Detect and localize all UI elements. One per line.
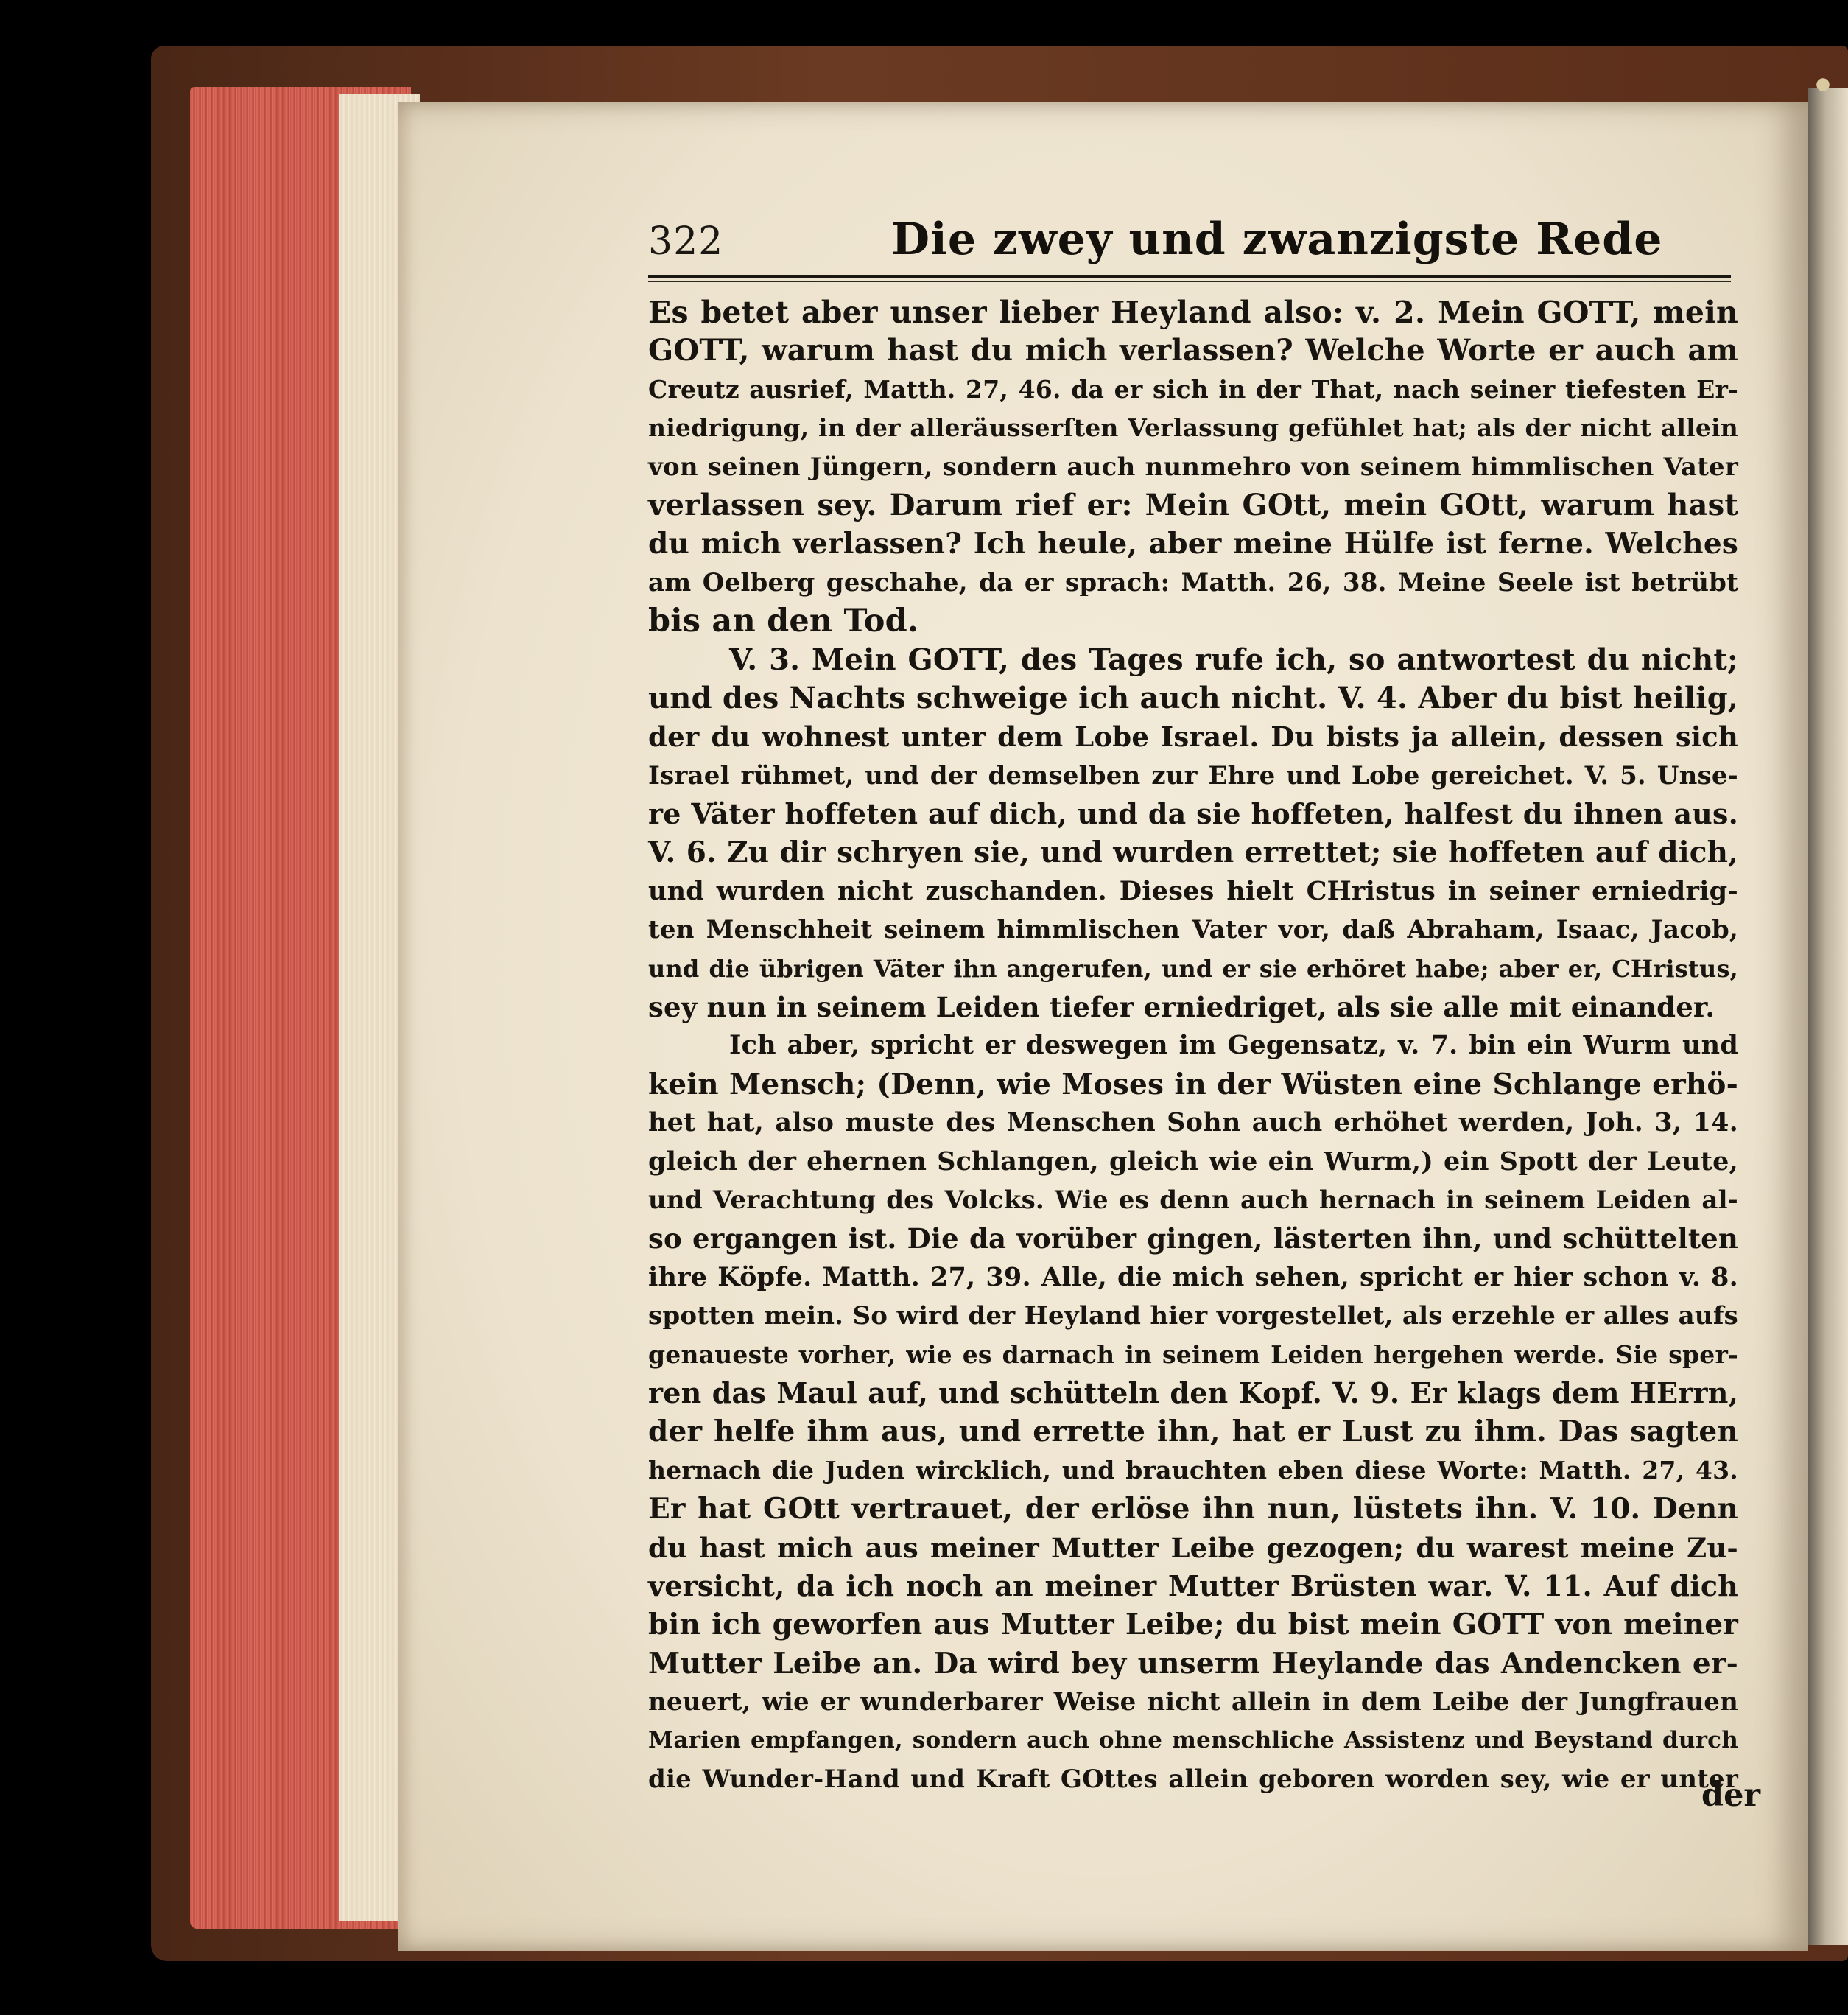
text-line: von seinen Jüngern, sondern auch nunmehro von seinem himmlischen Vater	[648, 452, 1738, 482]
text-line: du mich verlassen? Ich heule, aber meine Hülfe ist ferne. Welches	[648, 527, 1738, 561]
text-line: du hast mich aus meiner Mutter Leibe gezogen; du warest meine Zu-	[648, 1531, 1738, 1564]
text-line: V. 3. Mein GOTT, des Tages rufe ich, so antwortest du nicht;	[729, 642, 1738, 677]
text-line: V. 6. Zu dir schryen sie, und wurden errettet; sie hoffeten auf dich,	[648, 835, 1738, 870]
text-line: und des Nachts schweige ich auch nicht. V. 4. Aber du bist heilig,	[648, 680, 1738, 715]
text-line: neuert, wie er wunderbarer Weise nicht allein in dem Leibe der Jungfrauen	[648, 1687, 1738, 1717]
text-line: bis an den Tod.	[648, 603, 919, 640]
text-line: re Väter hoffeten auf dich, und da sie hoffeten, halfest du ihnen aus.	[648, 797, 1738, 831]
text-line: Mutter Leibe an. Da wird bey unserm Heylande das Andencken er-	[648, 1646, 1738, 1681]
text-line: kein Mensch; (Denn, wie Moses in der Wüsten eine Schlange erhö-	[648, 1067, 1738, 1101]
body-text	[648, 293, 1738, 1798]
text-line: und Verachtung des Volcks. Wie es denn auch hernach in seinem Leiden al-	[648, 1185, 1738, 1215]
text-line: und die übrigen Väter ihn angerufen, und er sie erhöret habe; aber er, CHristus,	[648, 954, 1738, 983]
binding-thread	[1808, 70, 1838, 99]
text-line: am Oelberg geschahe, da er sprach: Matth. 26, 38. Meine Seele ist betrübt	[648, 567, 1738, 598]
page-header	[648, 214, 1746, 273]
facing-page-edge	[1808, 88, 1848, 1945]
text-line: so ergangen ist. Die da vorüber gingen, lästerten ihn, und schüttelten	[648, 1222, 1738, 1255]
running-title: Die zwey und zwanzigste Rede	[891, 214, 1663, 265]
header-rule	[648, 275, 1731, 278]
text-line: ren das Maul auf, und schütteln den Kopf. V. 9. Er klags dem HErrn,	[648, 1376, 1738, 1409]
text-line: verlassen sey. Darum rief er: Mein GOtt, mein GOtt, warum hast	[648, 487, 1738, 522]
text-line: genaueste vorher, wie es darnach in seinem Leiden hergehen werde. Sie sper-	[648, 1339, 1738, 1369]
text-line: der helfe ihm aus, und errette ihn, hat er Lust zu ihm. Das sagten	[648, 1415, 1738, 1449]
text-line: versicht, da ich noch an meiner Mutter Brüsten war. V. 11. Auf dich	[648, 1569, 1738, 1602]
text-line: hernach die Juden wircklich, und brauchten eben diese Worte: Matth. 27, 43.	[648, 1455, 1738, 1485]
text-line: het hat, also muste des Menschen Sohn auch erhöhet werden, Joh. 3, 14.	[648, 1107, 1738, 1138]
text-line: GOTT, warum hast du mich verlassen? Welche Worte er auch am	[648, 333, 1738, 368]
text-line: Creutz ausrief, Matth. 27, 46. da er sich in der That, nach seiner tiefesten Er-	[648, 374, 1738, 404]
page-number: 322	[648, 220, 724, 264]
text-line: bin ich geworfen aus Mutter Leibe; du bist mein GOTT von meiner	[648, 1608, 1738, 1642]
text-line: Marien empfangen, sondern auch ohne menschliche Assistenz und Beystand durch	[648, 1727, 1738, 1754]
text-line: ihre Köpfe. Matth. 27, 39. Alle, die mich sehen, spricht er hier schon v. 8.	[648, 1261, 1738, 1292]
text-line: und wurden nicht zuschanden. Dieses hielt CHristus in seiner erniedrig-	[648, 875, 1738, 906]
text-line: sey nun in seinem Leiden tiefer erniedriget, als sie alle mit einander.	[648, 991, 1715, 1024]
text-line: gleich der ehernen Schlangen, gleich wie ein Wurm,) ein Spott der Leute,	[648, 1146, 1738, 1177]
text-line: Er hat GOtt vertrauet, der erlöse ihn nun, lüstets ihn. V. 10. Denn	[648, 1492, 1738, 1527]
catchword: der	[1701, 1777, 1761, 1814]
text-line: Es betet aber unser lieber Heyland also: v. 2. Mein GOTT, mein	[648, 295, 1738, 330]
text-line: der du wohnest unter dem Lobe Israel. Du bists ja allein, dessen sich	[648, 721, 1738, 754]
text-line: Israel rühmet, und der demselben zur Ehre und Lobe gereichet. V. 5. Unse-	[648, 760, 1738, 791]
text-line: Ich aber, spricht er deswegen im Gegensatz, v. 7. bin ein Wurm und	[729, 1030, 1738, 1061]
header-rule-thin	[648, 281, 1731, 282]
text-line: spotten mein. So wird der Heyland hier vorgestellet, als erzehle er alles aufs	[648, 1301, 1738, 1331]
text-line: niedrigung, in der alleräusserſten Verlassung gefühlet hat; als der nicht allein	[648, 413, 1738, 443]
text-line: ten Menschheit seinem himmlischen Vater vor, daß Abraham, Isaac, Jacob,	[648, 915, 1738, 945]
text-line: die Wunder-Hand und Kraft GOttes allein geboren worden sey, wie er unter	[648, 1764, 1738, 1794]
